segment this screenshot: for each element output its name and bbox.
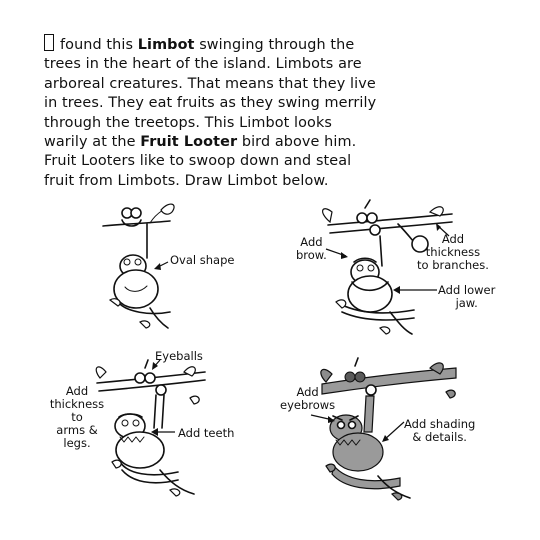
label-add-thickness-arms-legs: Add thickness to arms & legs. bbox=[49, 384, 105, 450]
label-add-thickness-branches: Add thickness to branches. bbox=[417, 232, 489, 272]
label-eyeballs: Eyeballs bbox=[155, 349, 203, 363]
intro-line-3: arboreal creatures. That means that they live bbox=[44, 75, 376, 92]
intro-line-5: through the treetops. This Limbot looks bbox=[44, 114, 332, 131]
intro-line-2: trees in the heart of the island. Limbots are bbox=[44, 56, 362, 73]
label-add-brow: Add brow. bbox=[296, 235, 327, 262]
fruit-looter-name: Fruit Looter bbox=[140, 134, 238, 151]
intro-line-4: in trees. They eat fruits as they swing merrily bbox=[44, 95, 377, 112]
intro-line-6: warily at the Fruit Looter bird above him. bbox=[44, 134, 357, 151]
label-add-shading-details: Add shading & details. bbox=[404, 417, 476, 444]
label-add-lower-jaw: Add lower jaw. bbox=[438, 283, 496, 310]
limbot-name: Limbot bbox=[137, 37, 195, 53]
intro-line-7: Fruit Looters like to swoop down and steal bbox=[44, 153, 352, 170]
intro-line-1: found this Limbot swinging through the bbox=[44, 34, 474, 55]
intro-line-8: fruit from Limbots. Draw Limbot below. bbox=[44, 172, 329, 189]
label-add-eyebrows: Add eyebrows bbox=[280, 385, 336, 412]
label-oval-shape: Oval shape bbox=[170, 253, 235, 267]
label-add-teeth: Add teeth bbox=[178, 426, 235, 440]
